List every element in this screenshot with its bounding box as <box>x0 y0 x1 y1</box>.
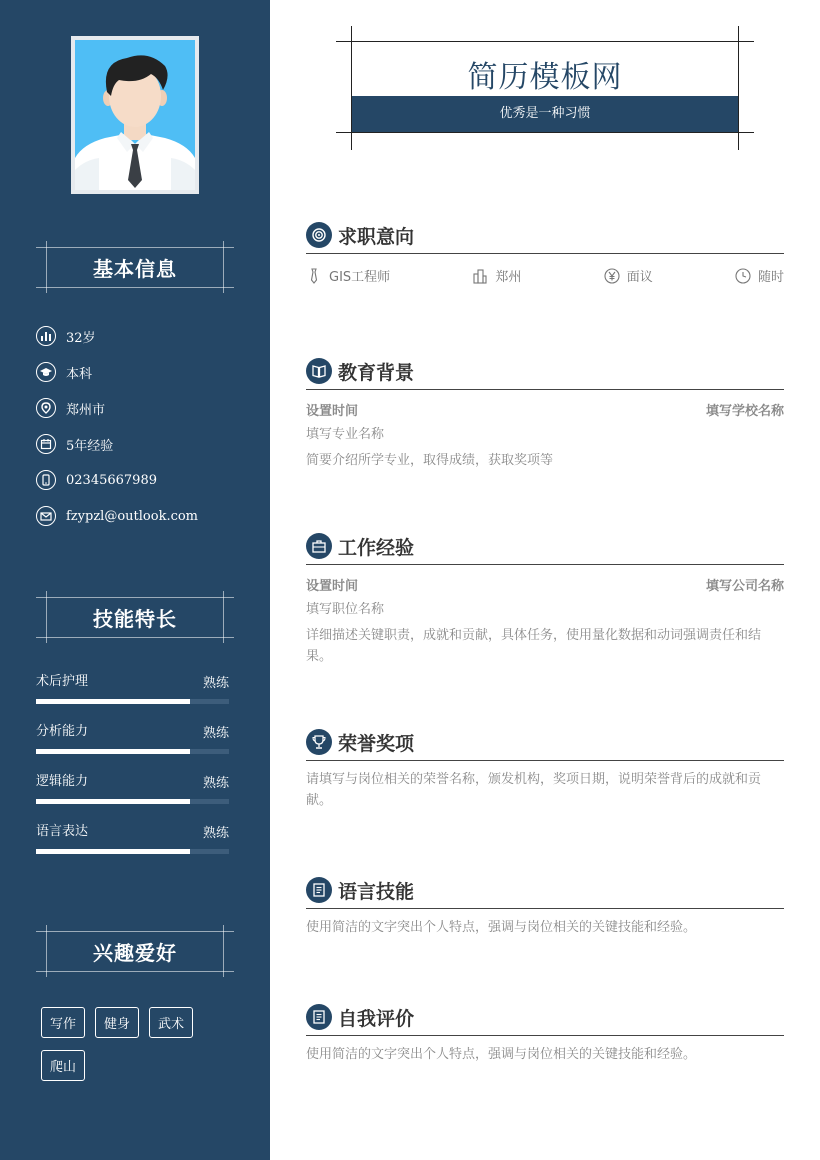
profile-photo <box>71 36 199 194</box>
section-header <box>306 220 784 254</box>
notebook-icon <box>306 1004 332 1030</box>
resume-header <box>336 26 754 150</box>
hobbies-list <box>41 1007 241 1093</box>
building-icon <box>472 268 488 284</box>
work-company: 填写公司名称 <box>705 579 784 594</box>
section-language <box>306 875 784 938</box>
job-intent-row <box>306 266 784 285</box>
book-icon <box>306 358 332 384</box>
info-age: 32岁 <box>36 318 246 354</box>
skill-level: 熟练 <box>202 676 229 691</box>
tie-icon <box>306 268 322 284</box>
skill-name: 分析能力 <box>36 724 89 739</box>
skill-item <box>36 668 229 718</box>
title-box <box>351 41 739 133</box>
skills-title: 技能特长 <box>93 607 177 631</box>
section-title: 自我评价 <box>338 1008 415 1030</box>
section-header <box>306 727 784 761</box>
education-desc: 简要介绍所学专业，取得成绩，获取奖项等 <box>306 453 554 468</box>
section-header <box>306 1002 784 1036</box>
work-meta <box>306 575 784 594</box>
intent-position: GIS工程师 <box>306 266 390 285</box>
section-honors <box>306 727 784 811</box>
mail-icon <box>36 506 56 526</box>
skill-bar <box>36 849 229 854</box>
hobbies-heading <box>36 925 234 977</box>
bar-chart-icon <box>36 326 56 346</box>
work-time: 设置时间 <box>306 579 359 594</box>
trophy-icon <box>306 729 332 755</box>
calendar-icon <box>36 434 56 454</box>
hobby-tag: 爬山 <box>41 1050 85 1081</box>
intent-city: 郑州 <box>472 266 521 285</box>
avatar-illustration <box>75 40 195 190</box>
section-title: 语言技能 <box>338 881 415 903</box>
section-header <box>306 875 784 909</box>
basic-info-heading <box>36 241 234 293</box>
skill-bar <box>36 749 229 754</box>
section-title: 求职意向 <box>338 226 415 248</box>
briefcase-icon <box>306 533 332 559</box>
skill-level: 熟练 <box>202 826 229 841</box>
skill-level: 熟练 <box>202 726 229 741</box>
section-title: 工作经验 <box>338 537 415 559</box>
info-degree: 本科 <box>36 354 246 390</box>
education-major: 填写专业名称 <box>306 427 385 442</box>
info-city: 郑州市 <box>36 390 246 426</box>
self-evaluation-desc: 使用简洁的文字突出个人特点，强调与岗位相关的关键技能和经验。 <box>306 1047 697 1062</box>
skill-item <box>36 718 229 768</box>
skill-name: 逻辑能力 <box>36 774 89 789</box>
hobby-tag: 健身 <box>95 1007 139 1038</box>
intent-salary: 面议 <box>604 266 653 285</box>
info-experience: 5年经验 <box>36 426 246 462</box>
motto-text: 优秀是一种习惯 <box>499 106 591 121</box>
work-position: 填写职位名称 <box>306 602 385 617</box>
work-desc: 详细描述关键职责，成就和贡献，具体任务，使用量化数据和动词强调责任和结果。 <box>306 628 762 664</box>
phone-icon <box>36 470 56 490</box>
skill-name: 语言表达 <box>36 824 89 839</box>
target-icon <box>306 222 332 248</box>
education-time: 设置时间 <box>306 404 359 419</box>
graduation-cap-icon <box>36 362 56 382</box>
skill-bar <box>36 699 229 704</box>
info-phone: 02345667989 <box>36 462 246 498</box>
skill-item <box>36 768 229 818</box>
hobby-tag: 写作 <box>41 1007 85 1038</box>
section-header <box>306 356 784 390</box>
location-pin-icon <box>36 398 56 418</box>
hobbies-title: 兴趣爱好 <box>93 941 177 965</box>
section-self-evaluation <box>306 1002 784 1065</box>
section-work <box>306 531 784 667</box>
skill-item <box>36 818 229 868</box>
basic-info-title: 基本信息 <box>93 257 177 281</box>
clock-icon <box>735 268 751 284</box>
section-title: 教育背景 <box>338 362 415 384</box>
intent-availability: 随时 <box>735 266 784 285</box>
notebook-icon <box>306 877 332 903</box>
skills-heading <box>36 591 234 643</box>
basic-info-list <box>36 318 246 534</box>
section-job-intent <box>306 220 784 285</box>
skill-level: 熟练 <box>202 776 229 791</box>
resume-name: 简历模板网 <box>467 60 623 95</box>
motto-bar <box>352 96 738 132</box>
skill-name: 术后护理 <box>36 674 89 689</box>
skill-bar <box>36 799 229 804</box>
section-education <box>306 356 784 471</box>
sidebar <box>0 0 270 1160</box>
skills-list <box>36 668 229 868</box>
honors-desc: 请填写与岗位相关的荣誉名称，颁发机构，奖项日期，说明荣誉背后的成就和贡献。 <box>306 772 762 808</box>
yen-icon <box>604 268 620 284</box>
section-title: 荣誉奖项 <box>338 733 415 755</box>
info-email: fzypzl@outlook.com <box>36 498 246 534</box>
language-desc: 使用简洁的文字突出个人特点，强调与岗位相关的关键技能和经验。 <box>306 920 697 935</box>
education-school: 填写学校名称 <box>705 404 784 419</box>
hobby-tag: 武术 <box>149 1007 193 1038</box>
education-meta <box>306 400 784 419</box>
section-header <box>306 531 784 565</box>
